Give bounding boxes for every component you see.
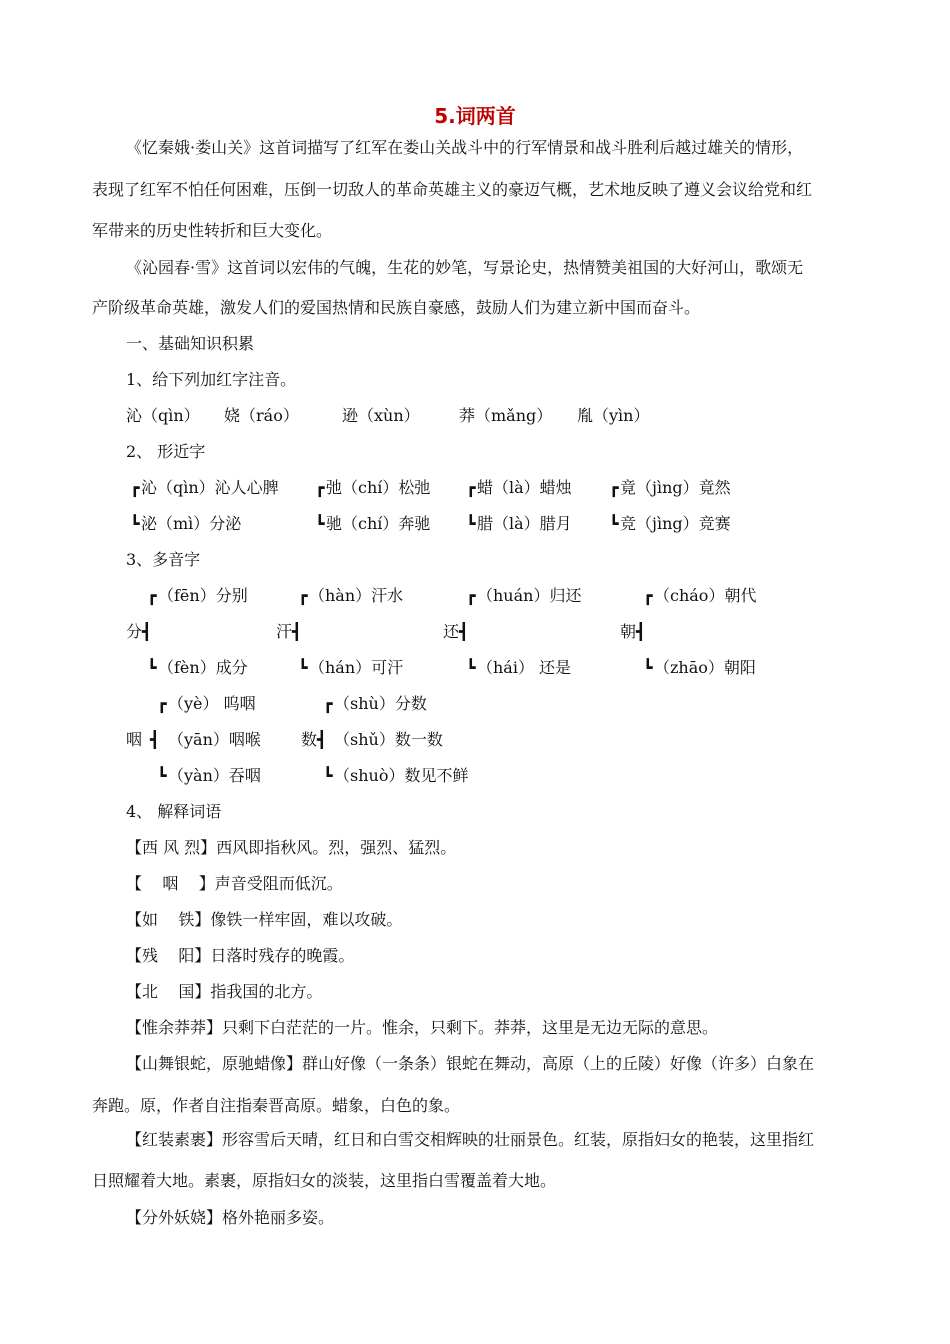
intro-line: 《忆秦娥·娄山关》这首词描写了红军在娄山关战斗中的行军情景和战斗胜利后越过雄关的情形， xyxy=(126,138,804,157)
vocab-entry xyxy=(126,1054,814,1074)
vocab-term: 【北 国】 xyxy=(126,982,211,1001)
q4-heading: 4、 解释词语 xyxy=(126,802,222,821)
vocab-definition-cont: 奔跑。原，作者自注指秦晋高原。蜡象，白色的象。 xyxy=(92,1096,461,1115)
q1-heading: 1、给下列加红字注音。 xyxy=(126,370,297,389)
bracket-top-icon: ┏ xyxy=(298,586,308,605)
bracket-mid-icon: ┫ xyxy=(636,622,646,641)
section-heading: 一、基础知识积累 xyxy=(126,334,255,353)
bracket-mid-icon: ┫ xyxy=(150,730,160,749)
vocab-term: 【 咽 】 xyxy=(126,874,215,893)
similar-char-item: 沁（qìn）沁人心脾 xyxy=(141,478,279,497)
vocab-entry xyxy=(126,946,354,966)
vocab-definition: 西风即指秋风。烈，强烈、猛烈。 xyxy=(216,838,457,857)
polyphone-item: （hán）可汗 xyxy=(309,658,404,677)
vocab-term: 【残 阳】 xyxy=(126,946,211,965)
vocab-term: 【西 风 烈】 xyxy=(126,838,217,857)
similar-char-item: 竞（jìng）竞赛 xyxy=(620,514,731,533)
intro-line: 表现了红军不怕任何困难，压倒一切敌人的革命英雄主义的豪迈气概，艺术地反映了遵义会议给党和红 xyxy=(92,180,813,199)
pinyin-item: 沁（qìn） xyxy=(126,406,200,425)
polyphone-item: （yàn）吞咽 xyxy=(168,766,261,785)
vocab-definition: 日落时残存的晚霞。 xyxy=(210,946,355,965)
polyphone-item: （cháo）朝代 xyxy=(654,586,757,605)
bracket-top-icon: ┏ xyxy=(157,694,167,713)
vocab-entry xyxy=(126,1018,718,1038)
similar-char-item: 腊（là）腊月 xyxy=(477,514,572,533)
bracket-top-icon: ┏ xyxy=(130,478,140,497)
polyphone-item: （zhāo）朝阳 xyxy=(654,658,756,677)
polyphone-item: （fèn）成分 xyxy=(158,658,248,677)
vocab-entry xyxy=(126,838,456,858)
bracket-top-icon: ┏ xyxy=(315,478,325,497)
bracket-mid-icon: ┫ xyxy=(292,622,302,641)
q2-heading: 2、 形近字 xyxy=(126,442,206,461)
bracket-top-icon: ┏ xyxy=(323,694,333,713)
vocab-term: 【分外妖娆】 xyxy=(126,1208,223,1227)
intro-line: 军带来的历史性转折和巨大变化。 xyxy=(92,221,333,240)
vocab-definition: 形容雪后天晴，红日和白雪交相辉映的壮丽景色。红装，原指妇女的艳装，这里指红 xyxy=(222,1130,815,1149)
polyphone-item: （yè） 呜咽 xyxy=(168,694,256,713)
vocab-definition: 只剩下白茫茫的一片。惟余，只剩下。莽莽，这里是无边无际的意思。 xyxy=(222,1018,719,1037)
bracket-bottom-icon: ┗ xyxy=(609,514,619,533)
q3-heading: 3、多音字 xyxy=(126,550,201,569)
vocab-entry xyxy=(126,1130,814,1150)
bracket-top-icon: ┏ xyxy=(466,478,476,497)
bracket-mid-icon: ┫ xyxy=(459,622,469,641)
similar-char-item: 驰（chí）奔驰 xyxy=(326,514,431,533)
vocab-entry xyxy=(126,874,343,894)
polyphone-item: （hái） 还是 xyxy=(477,658,572,677)
bracket-bottom-icon: ┗ xyxy=(323,766,333,785)
bracket-bottom-icon: ┗ xyxy=(466,658,476,677)
polyphone-char: 咽 xyxy=(126,730,143,749)
similar-char-item: 弛（chí）松弛 xyxy=(326,478,431,497)
bracket-bottom-icon: ┗ xyxy=(157,766,167,785)
pinyin-item: 莽（mǎng） xyxy=(459,406,553,425)
intro-line: 《沁园春·雪》这首词以宏伟的气魄，生花的妙笔，写景论史，热情赞美祖国的大好河山，歌颂无 xyxy=(126,258,804,277)
vocab-entry xyxy=(126,1208,334,1228)
bracket-bottom-icon: ┗ xyxy=(147,658,157,677)
vocab-term: 【如 铁】 xyxy=(126,910,211,929)
bracket-top-icon: ┏ xyxy=(147,586,157,605)
vocab-entry xyxy=(126,982,322,1002)
vocab-term: 【惟余莽莽】 xyxy=(126,1018,223,1037)
intro-line: 产阶级革命英雄，激发人们的爱国热情和民族自豪感，鼓励人们为建立新中国而奋斗。 xyxy=(92,298,701,317)
page-title: 5.词两首 xyxy=(434,104,516,128)
similar-char-item: 竟（jìng）竟然 xyxy=(620,478,731,497)
polyphone-char: 还 xyxy=(443,622,460,641)
bracket-top-icon: ┏ xyxy=(466,586,476,605)
vocab-term: 【山舞银蛇，原驰蜡像】 xyxy=(126,1054,303,1073)
vocab-definition-cont: 日照耀着大地。素裹，原指妇女的淡装，这里指白雪覆盖着大地。 xyxy=(92,1171,557,1190)
bracket-bottom-icon: ┗ xyxy=(315,514,325,533)
vocab-definition: 指我国的北方。 xyxy=(210,982,323,1001)
polyphone-char: 汗 xyxy=(276,622,293,641)
polyphone-item: （huán）归还 xyxy=(477,586,582,605)
bracket-bottom-icon: ┗ xyxy=(298,658,308,677)
vocab-entry xyxy=(126,910,402,930)
polyphone-item: （shù）分数 xyxy=(334,694,427,713)
pinyin-item: 娆（ráo） xyxy=(224,406,299,425)
polyphone-char: 朝 xyxy=(620,622,637,641)
vocab-definition: 格外艳丽多姿。 xyxy=(222,1208,335,1227)
bracket-mid-icon: ┫ xyxy=(142,622,152,641)
polyphone-item: （hàn）汗水 xyxy=(309,586,404,605)
pinyin-item: 逊（xùn） xyxy=(342,406,420,425)
vocab-definition: 群山好像（一条条）银蛇在舞动，高原（上的丘陵）好像（许多）白象在 xyxy=(302,1054,815,1073)
polyphone-item: （fēn）分别 xyxy=(158,586,248,605)
polyphone-item: （shǔ）数一数 xyxy=(334,730,443,749)
similar-char-item: 泌（mì）分泌 xyxy=(141,514,242,533)
vocab-definition: 像铁一样牢固，难以攻破。 xyxy=(210,910,403,929)
bracket-bottom-icon: ┗ xyxy=(130,514,140,533)
vocab-definition: 声音受阻而低沉。 xyxy=(214,874,343,893)
bracket-top-icon: ┏ xyxy=(609,478,619,497)
bracket-bottom-icon: ┗ xyxy=(643,658,653,677)
bracket-top-icon: ┏ xyxy=(643,586,653,605)
bracket-mid-icon: ┫ xyxy=(317,730,327,749)
similar-char-item: 蜡（là）蜡烛 xyxy=(477,478,572,497)
polyphone-item: （yān）咽喉 xyxy=(168,730,261,749)
vocab-term: 【红装素裹】 xyxy=(126,1130,223,1149)
pinyin-item: 胤（yìn） xyxy=(577,406,650,425)
bracket-bottom-icon: ┗ xyxy=(466,514,476,533)
polyphone-item: （shuò）数见不鲜 xyxy=(334,766,469,785)
polyphone-char: 数 xyxy=(301,730,318,749)
polyphone-char: 分 xyxy=(126,622,143,641)
